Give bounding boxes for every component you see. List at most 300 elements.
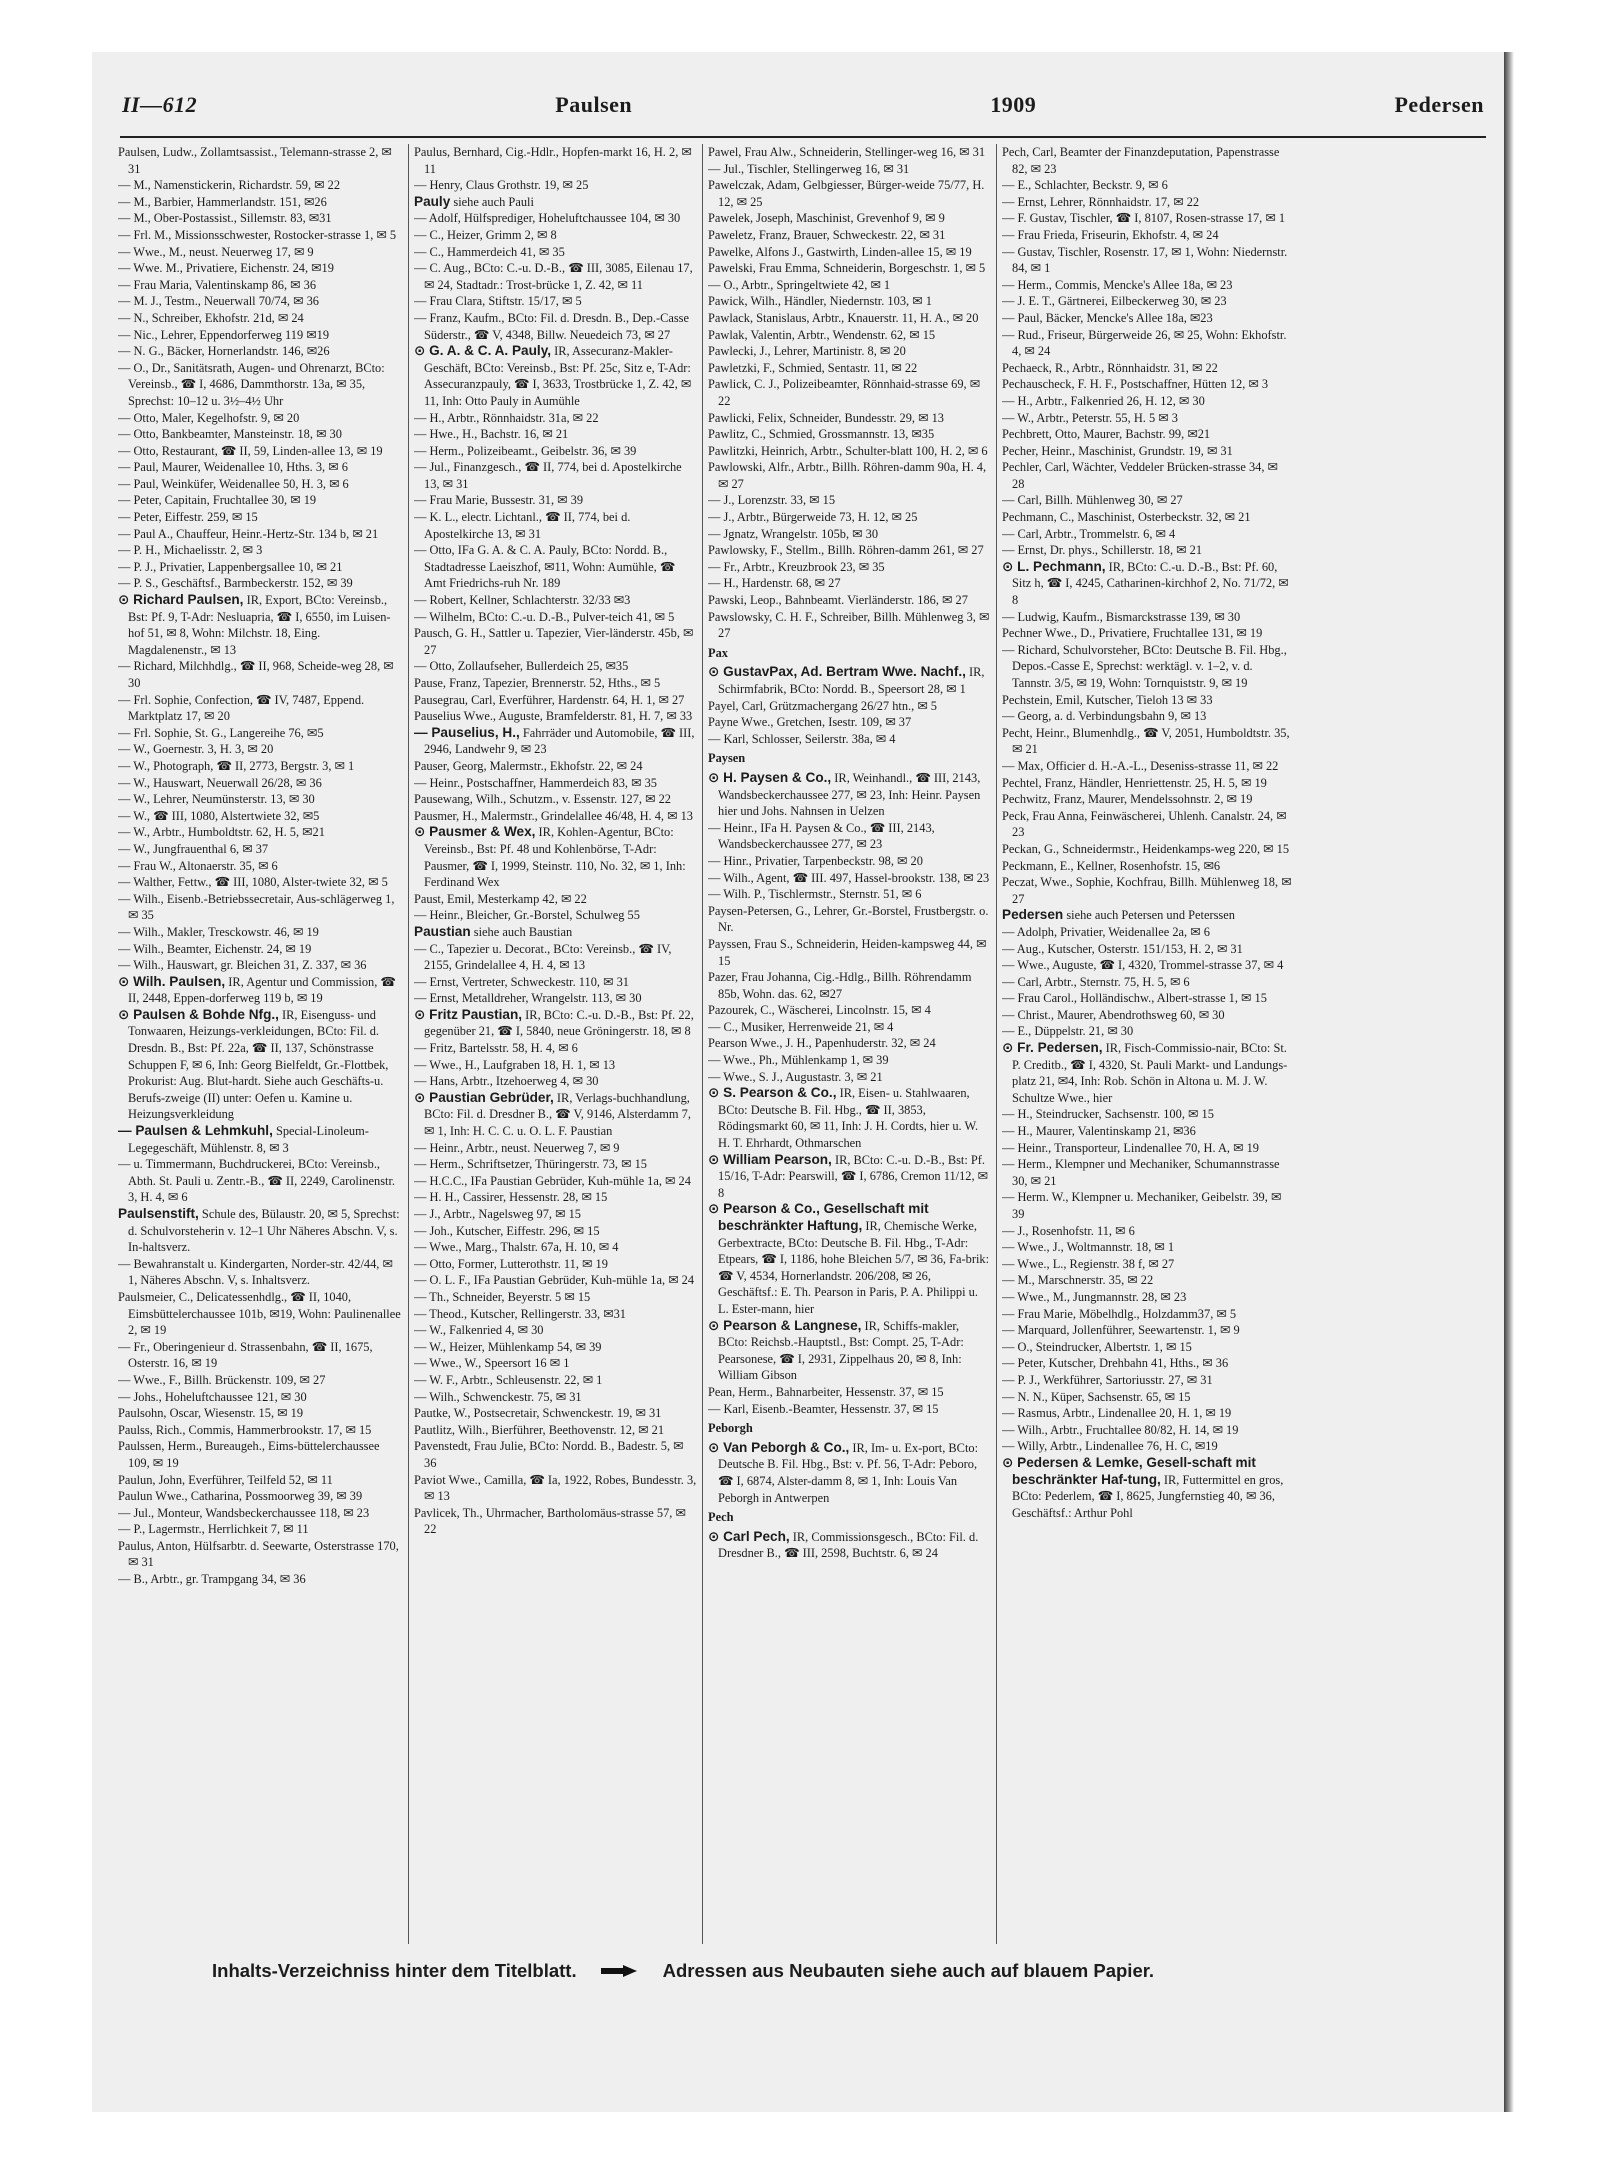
entry-text: — N. G., Bäcker, Hornerlandstr. 146, ✉26	[118, 344, 330, 359]
directory-entry	[1002, 277, 1292, 294]
directory-entry	[1002, 542, 1292, 559]
entry-firm-name: ⊙ Pearson & Co., Gesellschaft mit beschränkter Haftung,	[708, 1201, 929, 1233]
entry-text: — Ernst, Lehrer, Rönnhaidstr. 17, ✉ 22	[1002, 194, 1200, 209]
entry-text: — Heinr., Transporteur, Lindenallee 70, H. A, ✉ 19	[1002, 1140, 1259, 1155]
entry-text: — E., Düppelstr. 21, ✉ 30	[1002, 1024, 1134, 1039]
entry-text: Pavenstedt, Frau Julie, BCto: Nordd. B., Badestr. 5, ✉ 36	[414, 1439, 684, 1470]
directory-entry	[708, 936, 991, 969]
entry-text: Pawlicki, Felix, Schneider, Bundesstr. 29, ✉ 13	[708, 410, 944, 425]
entry-text: — Karl, Schlosser, Seilerstr. 38a, ✉ 4	[708, 731, 896, 746]
entry-text: — Bewahranstalt u. Kindergarten, Norder-str. 42/44, ✉ 1, Näheres Abschn. V, s. Inhaltsverz.	[118, 1256, 393, 1288]
directory-entry	[414, 244, 697, 261]
entry-text: — Th., Schneider, Beyerstr. 5 ✉ 15	[414, 1289, 591, 1304]
entry-text: — Jul., Tischler, Stellingerweg 16, ✉ 31	[708, 161, 910, 176]
directory-entry	[1002, 957, 1292, 974]
page-number: II—612	[122, 92, 198, 117]
directory-entry	[1002, 1040, 1292, 1106]
entry-text: Pechstein, Emil, Kutscher, Tieloh 13 ✉ 33	[1002, 692, 1213, 707]
directory-entry	[118, 459, 401, 476]
entry-text: — Johs., Hoheluftchaussee 121, ✉ 30	[118, 1389, 307, 1404]
directory-entry	[708, 177, 991, 210]
entry-text: IR, Im- u. Ex-port, BCto: Deutsche B. Fil. Hbg., Bst: v. Pf. 56, T-Adr: Peboro, ☎ I, 6874, Alster-damm 8, ✉ 1, Inh: Louis Van Peborgh in Antwerpen	[718, 1440, 979, 1505]
directory-entry	[118, 1488, 401, 1505]
entry-firm-name: Pauly	[414, 193, 451, 209]
entry-text: — Wilh., Makler, Tresckowstr. 46, ✉ 19	[118, 924, 319, 939]
entry-text: — Otto, Restaurant, ☎ II, 59, Linden-allee 13, ✉ 19	[118, 443, 383, 458]
entry-text: Pausmer, H., Malermstr., Grindelallee 46/48, H. 4, ✉ 13	[414, 808, 693, 823]
entry-text: — Carl, Billh. Mühlenweg 30, ✉ 27	[1002, 493, 1183, 508]
directory-entry	[118, 559, 401, 576]
entry-firm-name: ⊙ Paulsen & Bohde Nfg.,	[118, 1006, 279, 1022]
entry-text: IR, Kohlen-Agentur, BCto: Vereinsb., Bst: Pf. 48 und Kohlenbörse, T-Adr: Pausmer, ☎ I, 1999, Steinstr. 110, No. 32, ✉ 1, Inh: Ferdinand Wex	[424, 825, 686, 890]
directory-entry	[118, 542, 401, 559]
directory-entry	[118, 1538, 401, 1571]
entry-text: — Herm., Klempner und Mechaniker, Schumannstrasse 30, ✉ 21	[1002, 1157, 1280, 1188]
entry-text: Paulsohn, Oscar, Wiesenstr. 15, ✉ 19	[118, 1406, 304, 1421]
entry-text: — W., Arbtr., Peterstr. 55, H. 5 ✉ 3	[1002, 410, 1178, 425]
header-right-name: Pedersen	[1394, 92, 1484, 117]
entry-text: — Wilh., Beamter, Eichenstr. 24, ✉ 19	[118, 941, 312, 956]
directory-entry	[118, 924, 401, 941]
entry-text: — Robert, Kellner, Schlachterstr. 32/33 ✉3	[414, 593, 631, 608]
directory-entry	[1002, 1156, 1292, 1189]
entry-text: — H., Hardenstr. 68, ✉ 27	[708, 576, 841, 591]
column-2	[414, 144, 697, 1944]
entry-text: Peck, Frau Anna, Feinwäscherei, Uhlenh. Canalstr. 24, ✉ 23	[1002, 808, 1287, 840]
directory-entry	[1002, 376, 1292, 393]
directory-entry	[708, 1152, 991, 1202]
pointing-hand-icon	[599, 1963, 641, 1979]
directory-entry	[414, 625, 697, 658]
entry-text: — Nic., Lehrer, Eppendorferweg 119 ✉19	[118, 327, 330, 342]
directory-entry	[708, 443, 991, 460]
entry-text: — Herm. W., Klempner u. Mechaniker, Geibelstr. 39, ✉ 39	[1002, 1190, 1282, 1221]
directory-entry	[1002, 1223, 1292, 1240]
entry-text: — Ernst, Dr. phys., Schillerstr. 18, ✉ 21	[1002, 543, 1203, 558]
entry-text: — Frau W., Altonaerstr. 35, ✉ 6	[118, 858, 278, 873]
directory-entry	[708, 853, 991, 870]
entry-text: — Wwe., M., Jungmannstr. 28, ✉ 23	[1002, 1289, 1187, 1304]
directory-entry	[708, 592, 991, 609]
directory-entry	[414, 675, 697, 692]
entry-text: IR, BCto: C.-u. D.-B., Bst: Pf. 60, Sitz h, ☎ I, 4245, Catharinen-kirchhof 2, No. 71/72, ✉ 8	[1012, 559, 1289, 608]
entry-text: — Otto, IFa G. A. & C. A. Pauly, BCto: Nordd. B., Stadtadresse Laeiszhof, ✉11, Wohn: Aumühle, ☎ Amt Friedrichs-ruh Nr. 189	[414, 543, 676, 591]
entry-text: Pawelczak, Adam, Gelbgiesser, Bürger-weide 75/77, H. 12, ✉ 25	[708, 178, 985, 209]
entry-text: IR, Futtermittel en gros, BCto: Pederlem, ☎ I, 8625, Jungfernstieg 40, ✉ 36, Geschäftsf.: Arthur Pohl	[1012, 1472, 1284, 1520]
directory-entry	[1002, 1405, 1292, 1422]
directory-entry	[708, 509, 991, 526]
entry-text: — Otto, Maler, Kegelhofstr. 9, ✉ 20	[118, 410, 300, 425]
column-divider	[408, 144, 409, 1944]
entry-text: — Theod., Kutscher, Rellingerstr. 33, ✉31	[414, 1306, 627, 1321]
directory-entry	[118, 1156, 401, 1206]
directory-entry	[708, 1384, 991, 1401]
entry-firm-name: Paulsenstift,	[118, 1206, 199, 1221]
directory-entry	[1002, 1289, 1292, 1306]
directory-entry	[708, 1401, 991, 1418]
entry-text: Paviot Wwe., Camilla, ☎ Ia, 1922, Robes, Bundesstr. 3, ✉ 13	[414, 1472, 697, 1504]
directory-entry	[1002, 1306, 1292, 1323]
directory-entry	[708, 1318, 991, 1384]
directory-entry	[1002, 974, 1292, 991]
directory-entry	[414, 609, 697, 626]
directory-entry	[414, 426, 697, 443]
directory-entry	[1002, 609, 1292, 626]
directory-entry	[708, 343, 991, 360]
entry-firm-name: ⊙ Van Peborgh & Co.,	[708, 1439, 850, 1455]
directory-entry	[1002, 941, 1292, 958]
entry-text: — N. N., Küper, Sachsenstr. 65, ✉ 15	[1002, 1389, 1191, 1404]
entry-text: IR, Schirmfabrik, BCto: Nordd. B., Speersort 28, ✉ 1	[718, 665, 985, 696]
directory-entry	[708, 1440, 991, 1506]
directory-entry	[1002, 1438, 1292, 1455]
entry-text: — Richard, Schulvorsteher, BCto: Deutsche B. Fil. Hbg., Depos.-Casse E, Sprechst: werktägl. v. 1–2, v. d. Tannstr. 3/5, ✉ 19, Wohn: Tornquiststr. 9, ✉ 19	[1002, 642, 1287, 690]
directory-entry	[414, 459, 697, 492]
entry-text: — O., Steindrucker, Albertstr. 1, ✉ 15	[1002, 1339, 1192, 1354]
entry-text: — Heinr., IFa H. Paysen & Co., ☎ III, 2143, Wandsbeckerchaussee 277, ✉ 23	[708, 820, 935, 852]
entry-text: Pause, Franz, Tapezier, Brennerstr. 52, Hths., ✉ 5	[414, 676, 661, 690]
directory-entry	[118, 1422, 401, 1439]
directory-entry	[1002, 144, 1292, 177]
entry-text: Pean, Herm., Bahnarbeiter, Hessenstr. 37, ✉ 15	[708, 1384, 944, 1399]
entry-text: siehe auch Baustian	[470, 924, 573, 939]
entry-text: — H. H., Cassirer, Hessenstr. 28, ✉ 15	[414, 1190, 608, 1205]
directory-entry	[1002, 509, 1292, 526]
column-4	[1002, 144, 1292, 1944]
entry-text: — W., Heizer, Mühlenkamp 54, ✉ 39	[414, 1339, 602, 1354]
entry-text: — H., Steindrucker, Sachsenstr. 100, ✉ 15	[1002, 1107, 1214, 1122]
entry-text: — Georg, a. d. Verbindungsbahn 9, ✉ 13	[1002, 709, 1207, 724]
directory-entry	[414, 658, 697, 675]
entry-firm-name: ⊙ Fritz Paustian,	[414, 1006, 523, 1022]
directory-entry	[118, 841, 401, 858]
directory-entry	[414, 144, 697, 177]
directory-entry	[414, 1289, 697, 1306]
directory-entry	[1002, 426, 1292, 443]
entry-text: — Adolph, Privatier, Weidenallee 2a, ✉ 6	[1002, 924, 1210, 939]
entry-text: — Frau Clara, Stiftstr. 15/17, ✉ 5	[414, 294, 582, 309]
directory-entry	[414, 924, 697, 941]
entry-text: — W., Falkenried 4, ✉ 30	[414, 1323, 544, 1338]
entry-text: — J., Rosenhofstr. 11, ✉ 6	[1002, 1223, 1135, 1238]
entry-text: — Hinr., Privatier, Tarpenbeckstr. 98, ✉ 20	[708, 853, 923, 868]
directory-entry	[118, 260, 401, 277]
directory-entry	[118, 1438, 401, 1471]
entry-text: — Herm., Polizeibeamt., Geibelstr. 36, ✉ 39	[414, 443, 637, 458]
entry-text: Pawlitzki, Heinrich, Arbtr., Schulter-blatt 100, H. 2, ✉ 6	[708, 443, 988, 458]
entry-text: — Otto, Former, Lutterothstr. 11, ✉ 19	[414, 1256, 608, 1271]
entry-text: — Ludwig, Kaufm., Bismarckstrasse 139, ✉ 30	[1002, 609, 1241, 624]
entry-text: Pechaeck, R., Arbtr., Rönnhaidstr. 31, ✉ 22	[1002, 360, 1218, 375]
directory-entry	[1002, 692, 1292, 709]
entry-text: — Wwe., S. J., Augustastr. 3, ✉ 21	[708, 1069, 883, 1084]
entry-text: Pausegrau, Carl, Everführer, Hardenstr. 64, H. 1, ✉ 27	[414, 692, 685, 707]
directory-entry	[118, 891, 401, 924]
entry-text: — Wwe., Marg., Thalstr. 67a, H. 10, ✉ 4	[414, 1240, 619, 1255]
entry-text: — W., Lehrer, Neumünsterstr. 13, ✉ 30	[118, 792, 315, 807]
entry-text: Pechtel, Franz, Händler, Henriettenstr. 25, H. 5, ✉ 19	[1002, 775, 1267, 790]
directory-entry	[414, 227, 697, 244]
entry-text: IR, Verlags-buchhandlung, BCto: Fil. d. Dresdner B., ☎ V, 9146, Alsterdamm 7, ✉ 1, Inh: H. C. C. u. O. L. F. Paustian	[424, 1090, 691, 1139]
entry-text: — O., Dr., Sanitätsrath, Augen- und Ohrenarzt, BCto: Vereinsb., ☎ I, 4686, Dammthorstr. 13a, ✉ 35, Sprechst: 10–12 u. 3½–4½ Uhr	[118, 360, 385, 408]
entry-text: — Wilh. P., Tischlermstr., Sternstr. 51, ✉ 6	[708, 887, 922, 902]
entry-text: — K. L., electr. Lichtanl., ☎ II, 774, bei d. Apostelkirche 13, ✉ 31	[414, 510, 631, 541]
directory-entry	[1002, 210, 1292, 227]
entry-text: Pechwitz, Franz, Maurer, Mendelssohnstr. 2, ✉ 19	[1002, 792, 1253, 807]
entry-text: Pax	[708, 645, 728, 660]
entry-text: — J., Arbtr., Nagelsweg 97, ✉ 15	[414, 1207, 581, 1221]
directory-entry	[708, 1052, 991, 1069]
entry-text: — Ernst, Vertreter, Schweckestr. 110, ✉ 31	[414, 974, 629, 989]
directory-entry	[708, 492, 991, 509]
directory-entry	[118, 974, 401, 1007]
directory-entry	[414, 260, 697, 293]
entry-text: — J. E. T., Gärtnerei, Eilbeckerweg 30, ✉ 23	[1002, 294, 1227, 309]
entry-text: — W. F., Arbtr., Schleusenstr. 22, ✉ 1	[414, 1372, 603, 1387]
directory-entry	[1002, 841, 1292, 858]
entry-text: IR, BCto: C.-u. D.-B., Bst: Pf. 22, gegenüber 21, ☎ I, 5840, neue Gröningerstr. 18, ✉ 8	[424, 1007, 694, 1039]
entry-text: — C. Aug., BCto: C.-u. D.-B., ☎ III, 3085, Eilenau 17, ✉ 24, Stadtadr.: Trost-brücke 1, Z. 42, ✉ 11	[414, 261, 693, 292]
column-1	[118, 144, 401, 1944]
entry-text: — Carl, Arbtr., Trommelstr. 6, ✉ 4	[1002, 526, 1176, 541]
entry-text: — H.C.C., IFa Paustian Gebrüder, Kuh-mühle 1a, ✉ 24	[414, 1173, 691, 1188]
entry-text: — Jul., Monteur, Wandsbeckerchaussee 118, ✉ 23	[118, 1505, 370, 1520]
entry-text: IR, Weinhandl., ☎ III, 2143, Wandsbeckerchaussee 277, ✉ 23, Inh: Heinr. Paysen hier und Johs. Nahnsen in Uelzen	[718, 770, 981, 819]
entry-text: — Peter, Capitain, Fruchtallee 30, ✉ 19	[118, 493, 317, 508]
entry-text: — M., Marschnerstr. 35, ✉ 22	[1002, 1273, 1154, 1288]
directory-entry	[118, 1007, 401, 1123]
directory-entry	[1002, 1422, 1292, 1439]
entry-text: — Wwe., L., Regienstr. 38 f, ✉ 27	[1002, 1256, 1175, 1271]
directory-entry	[708, 227, 991, 244]
directory-entry	[118, 758, 401, 775]
directory-entry	[708, 459, 991, 492]
entry-text: Pauselius Wwe., Auguste, Bramfelderstr. 81, H. 7, ✉ 33	[414, 709, 693, 724]
entry-text: Paulss, Rich., Commis, Hammerbrookstr. 17, ✉ 15	[118, 1422, 372, 1437]
entry-text: Pawlowski, Alfr., Arbtr., Billh. Röhren-damm 90a, H. 4, ✉ 27	[708, 460, 987, 491]
entry-firm-name: ⊙ G. A. & C. A. Pauly,	[414, 343, 552, 359]
directory-entry	[118, 775, 401, 792]
footer-index-note: Inhalts-Verzeichniss hinter dem Titelblatt.	[212, 1960, 577, 1981]
entry-text: Pavlicek, Th., Uhrmacher, Bartholomäus-strasse 57, ✉ 22	[414, 1505, 686, 1537]
directory-entry	[414, 310, 697, 343]
entry-text: Paulsmeier, C., Delicatessenhdlg., ☎ II, 1040, Eimsbüttelerchaussee 101b, ✉19, Wohn: Paulinenallee 2, ✉ 19	[118, 1289, 401, 1338]
directory-entry	[708, 609, 991, 642]
entry-text: Paysen	[708, 751, 746, 766]
entry-text: — Wwe., H., Laufgraben 18, H. 1, ✉ 13	[414, 1057, 616, 1072]
directory-entry	[414, 1256, 697, 1273]
directory-entry	[118, 526, 401, 543]
directory-entry	[414, 941, 697, 974]
directory-entry	[1002, 642, 1292, 692]
directory-entry	[414, 443, 697, 460]
entry-text: — Max, Officier d. H.-A.-L., Deseniss-strasse 11, ✉ 22	[1002, 758, 1279, 773]
section-heading	[708, 1420, 991, 1437]
directory-entry	[118, 1521, 401, 1538]
directory-entry	[414, 293, 697, 310]
directory-entry	[1002, 1123, 1292, 1140]
entry-text: Pawelek, Joseph, Maschinist, Grevenhof 9, ✉ 9	[708, 211, 945, 226]
directory-entry	[414, 1339, 697, 1356]
entry-text: — Wwe., F., Billh. Brückenstr. 109, ✉ 27	[118, 1372, 326, 1387]
directory-entry	[708, 210, 991, 227]
directory-entry	[414, 808, 697, 825]
directory-entry	[118, 692, 401, 725]
entry-text: — Wwe., M., neust. Neuerweg 17, ✉ 9	[118, 244, 314, 259]
entry-text: — Walther, Fettw., ☎ III, 1080, Alster-twiete 32, ✉ 5	[118, 875, 388, 890]
entry-text: Peborgh	[708, 1421, 753, 1436]
entry-text: Pech, Carl, Beamter der Finanzdeputation, Papenstrasse 82, ✉ 23	[1002, 145, 1280, 176]
directory-entry	[118, 957, 401, 974]
directory-entry	[1002, 907, 1292, 924]
entry-text: — C., Hammerdeich 41, ✉ 35	[414, 244, 565, 259]
directory-entry	[708, 698, 991, 715]
entry-text: — J., Lorenzstr. 33, ✉ 15	[708, 493, 836, 508]
directory-entry	[118, 1505, 401, 1522]
directory-entry	[414, 177, 697, 194]
directory-entry	[708, 820, 991, 853]
entry-text: — Wwe., Auguste, ☎ I, 4320, Trommel-strasse 37, ✉ 4	[1002, 958, 1284, 973]
entry-text: — W., ☎ III, 1080, Alstertwiete 32, ✉5	[118, 808, 320, 823]
section-heading	[708, 645, 991, 662]
entry-firm-name: ⊙ Fr. Pedersen,	[1002, 1040, 1103, 1056]
directory-entry	[414, 1223, 697, 1240]
directory-entry	[708, 575, 991, 592]
entry-firm-name: ⊙ H. Paysen & Co.,	[708, 769, 832, 785]
entry-text: siehe auch Petersen und Peterssen	[1063, 908, 1235, 923]
directory-entry	[708, 1019, 991, 1036]
directory-entry	[708, 360, 991, 377]
entry-text: — W., Arbtr., Humboldtstr. 62, H. 5, ✉21	[118, 825, 325, 840]
entry-text: — Aug., Kutscher, Osterstr. 151/153, H. 2, ✉ 31	[1002, 941, 1243, 956]
entry-text: Paulun Wwe., Catharina, Possmoorweg 39, ✉ 39	[118, 1489, 363, 1504]
entry-text: — Gustav, Tischler, Rosenstr. 17, ✉ 1, Wohn: Niedernstr. 84, ✉ 1	[1002, 244, 1288, 276]
directory-entry	[414, 758, 697, 775]
entry-text: Pechler, Carl, Wächter, Veddeler Brücken-strasse 34, ✉ 28	[1002, 460, 1278, 491]
entry-text: Peczat, Wwe., Sophie, Kochfrau, Billh. Mühlenweg 18, ✉ 27	[1002, 875, 1292, 906]
entry-firm-name: Paustian	[414, 923, 471, 939]
directory-entry	[708, 244, 991, 261]
directory-entry	[414, 343, 697, 409]
entry-text: — W., Goernestr. 3, H. 3, ✉ 20	[118, 742, 274, 757]
directory-entry	[1002, 1189, 1292, 1222]
entry-text: Peckan, G., Schneidermstr., Heidenkamps-weg 220, ✉ 15	[1002, 841, 1290, 856]
entry-text: IR, Eisen- u. Stahlwaaren, BCto: Deutsche B. Fil. Hbg., ☎ II, 3853, Rödingsmarkt 60, ✉ 11, Inh: J. H. Cordts, hier u. W. H. T. Ehrhardt, Othmarschen	[718, 1086, 979, 1151]
directory-entry	[118, 310, 401, 327]
directory-entry	[118, 1256, 401, 1289]
entry-text: Pecht, Heinr., Blumenhdlg., ☎ V, 2051, Humboldtstr. 35, ✉ 21	[1002, 725, 1290, 757]
directory-entry	[118, 1389, 401, 1406]
entry-text: Payne Wwe., Gretchen, Isestr. 109, ✉ 37	[708, 715, 912, 730]
directory-entry	[1002, 1023, 1292, 1040]
entry-text: — Jul., Finanzgesch., ☎ II, 774, bei d. Apostelkirche 13, ✉ 31	[414, 460, 682, 491]
entry-text: — Marquard, Jollenführer, Seewartenstr. 1, ✉ 9	[1002, 1323, 1240, 1338]
directory-entry	[118, 1123, 401, 1156]
entry-text: — Wilhelm, BCto: C.-u. D.-B., Pulver-teich 41, ✉ 5	[414, 609, 675, 624]
entry-text: siehe auch Pauli	[450, 194, 534, 209]
directory-entry	[708, 1002, 991, 1019]
entry-text: Pechbrett, Otto, Maurer, Bachstr. 99, ✉21	[1002, 427, 1211, 442]
directory-entry	[414, 492, 697, 509]
directory-entry	[708, 903, 991, 936]
page-footer	[212, 1958, 1464, 1984]
entry-text: — N., Schreiber, Ekhofstr. 21d, ✉ 24	[118, 310, 304, 325]
entry-firm-name: ⊙ Wilh. Paulsen,	[118, 973, 226, 989]
entry-text: — H., Arbtr., Falkenried 26, H. 12, ✉ 30	[1002, 393, 1205, 408]
directory-entry	[1002, 1322, 1292, 1339]
directory-entry	[118, 1472, 401, 1489]
entry-firm-name: ⊙ S. Pearson & Co.,	[708, 1085, 837, 1101]
entry-text: — J., Arbtr., Bürgerweide 73, H. 12, ✉ 25	[708, 510, 918, 525]
directory-entry	[1002, 1455, 1292, 1521]
page-header	[122, 92, 1484, 126]
directory-entry	[414, 1372, 697, 1389]
directory-entry	[1002, 758, 1292, 775]
directory-entry	[1002, 410, 1292, 427]
directory-entry	[118, 858, 401, 875]
directory-entry	[118, 941, 401, 958]
entry-text: Paust, Emil, Mesterkamp 42, ✉ 22	[414, 891, 587, 906]
directory-entry	[1002, 1339, 1292, 1356]
entry-text: — C., Musiker, Herrenweide 21, ✉ 4	[708, 1019, 894, 1034]
entry-text: Pearson Wwe., J. H., Papenhuderstr. 32, ✉ 24	[708, 1036, 936, 1051]
entry-text: — Joh., Kutscher, Eiffestr. 296, ✉ 15	[414, 1223, 600, 1238]
entry-text: — Wwe., Ph., Mühlenkamp 1, ✉ 39	[708, 1053, 889, 1068]
entry-firm-name: ⊙ Pearson & Langnese,	[708, 1317, 862, 1333]
directory-entry	[1002, 808, 1292, 841]
entry-text: Paulus, Anton, Hülfsarbtr. d. Seewarte, Osterstrasse 170, ✉ 31	[118, 1538, 399, 1570]
directory-entry	[414, 1405, 697, 1422]
entry-text: Pawel, Frau Alw., Schneiderin, Stellinger-weg 16, ✉ 31	[708, 145, 986, 159]
entry-text: — Peter, Eiffestr. 259, ✉ 15	[118, 510, 258, 525]
entry-text: — W., Hauswart, Neuerwall 26/28, ✉ 36	[118, 775, 322, 790]
directory-entry	[118, 1571, 401, 1588]
directory-entry	[118, 592, 401, 658]
entry-text: — H., Maurer, Valentinskamp 21, ✉36	[1002, 1124, 1196, 1139]
directory-entry	[414, 1472, 697, 1505]
directory-page	[92, 52, 1504, 2112]
directory-entry	[414, 791, 697, 808]
entry-text: — Wilh., Agent, ☎ III. 497, Hassel-brookstr. 138, ✉ 23	[708, 870, 990, 885]
entry-text: — M. J., Testm., Neuerwall 70/74, ✉ 36	[118, 294, 319, 309]
directory-entry	[414, 1189, 697, 1206]
entry-text: IR, Agentur und Commission, ☎ II, 2448, Eppen-dorferweg 119 b, ✉ 19	[128, 974, 396, 1006]
directory-entry	[414, 1505, 697, 1538]
directory-entry	[414, 509, 697, 542]
directory-entry	[1002, 1272, 1292, 1289]
directory-entry	[414, 1090, 697, 1140]
footer-new-buildings-note: Adressen aus Neubauten siehe auch auf blauem Papier.	[662, 1960, 1155, 1981]
entry-text: — Fr., Oberingenieur d. Strassenbahn, ☎ II, 1675, Osterstr. 16, ✉ 19	[118, 1339, 373, 1371]
directory-entry	[118, 1405, 401, 1422]
entry-text: IR, Fisch-Commissio-nair, BCto: St. P. Creditb., ☎ I, 4320, St. Pauli Markt- und Landungs-platz 21, ✉4, Inh: Rob. Schön in Altona u. M. J. W. Schultze Wwe., hier	[1012, 1041, 1288, 1105]
entry-text: — Franz, Kaufm., BCto: Fil. d. Dresdn. B., Dep.-Casse Süderstr., ☎ V, 4348, Billw. Neuedeich 73, ✉ 27	[414, 310, 689, 342]
directory-entry	[708, 144, 991, 161]
directory-entry	[414, 725, 697, 758]
entry-text: — Hwe., H., Bachstr. 16, ✉ 21	[414, 427, 569, 442]
directory-entry	[414, 1322, 697, 1339]
directory-entry	[414, 907, 697, 924]
directory-entry	[1002, 492, 1292, 509]
directory-entry	[414, 974, 697, 991]
directory-entry	[1002, 293, 1292, 310]
entry-text: — Heinr., Bleicher, Gr.-Borstel, Schulweg 55	[414, 908, 640, 923]
directory-entry	[414, 824, 697, 890]
directory-entry	[708, 327, 991, 344]
directory-entry	[1002, 1106, 1292, 1123]
entry-text: Pechauscheck, F. H. F., Postschaffner, Hütten 12, ✉ 3	[1002, 377, 1269, 392]
entry-text: — Willy, Arbtr., Lindenallee 76, H. C, ✉19	[1002, 1439, 1218, 1454]
